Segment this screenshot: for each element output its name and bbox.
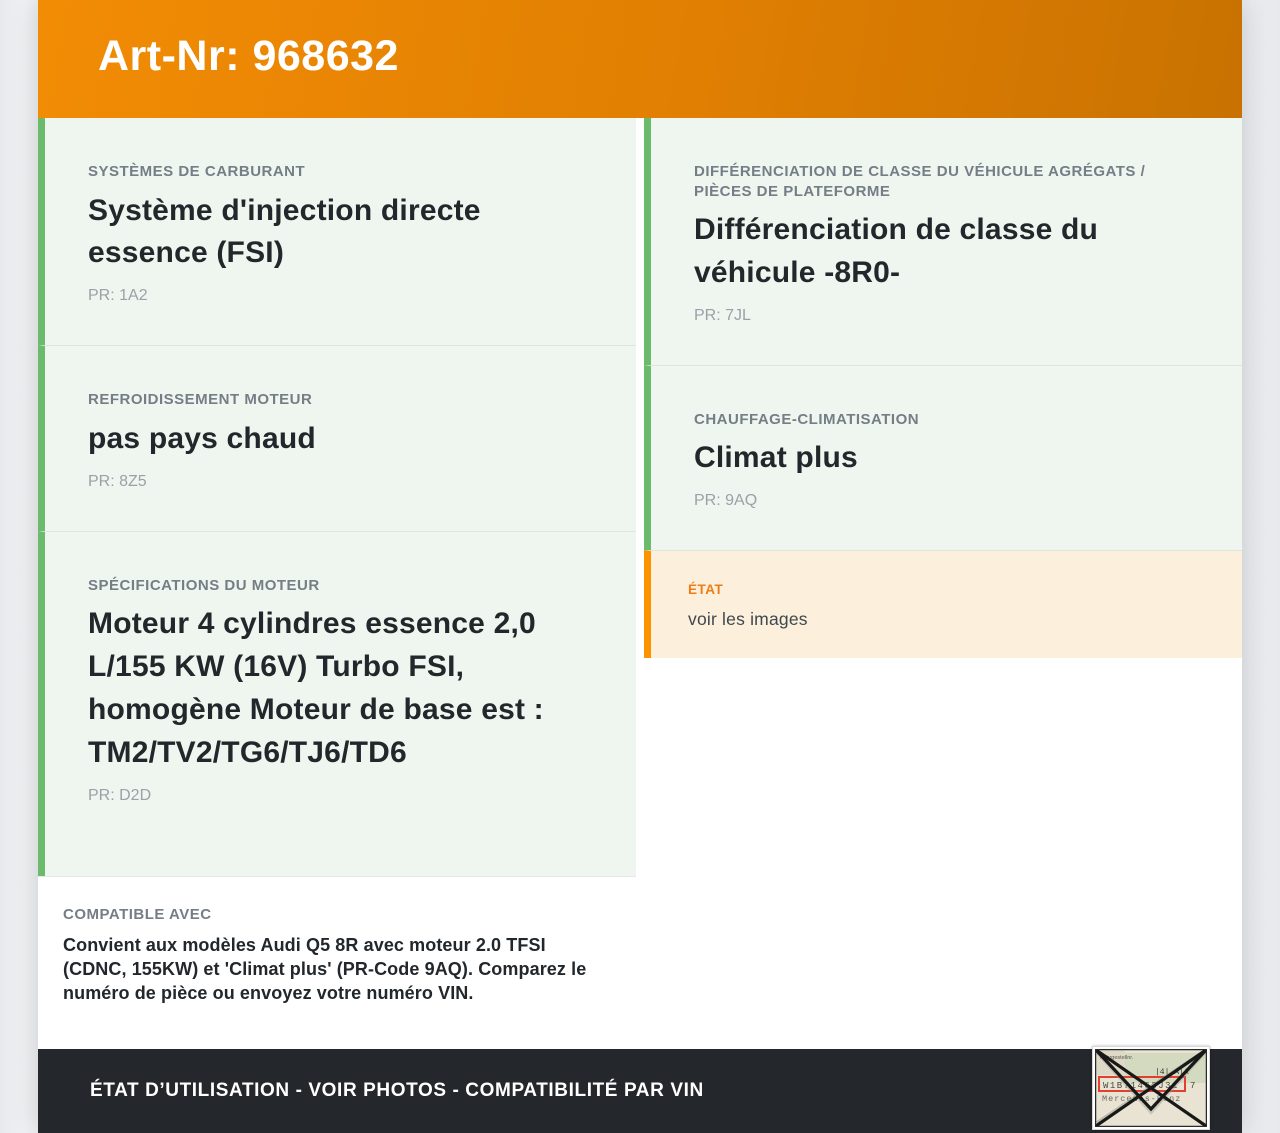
svg-text:Fahrgestellnr.: Fahrgestellnr.	[1100, 1055, 1134, 1061]
pr-code: PR: 1A2	[88, 287, 148, 305]
card-engine-specs	[38, 531, 636, 876]
pr-code: PR: D2D	[88, 786, 152, 804]
card-label: ÉTAT	[688, 582, 724, 598]
article-number-title: Art-Nr: 968632	[98, 31, 399, 80]
card-compatibility	[38, 876, 636, 1049]
right-column	[644, 118, 1242, 1049]
card-engine-cooling	[38, 345, 636, 530]
card-label: COMPATIBLE AVEC	[63, 905, 212, 923]
page-header	[38, 0, 1242, 118]
svg-text:|4| A|A: |4| A|A	[1155, 1068, 1189, 1077]
footer-bar	[38, 1049, 1242, 1133]
card-title: Système d'injection directe essence (FSI)	[88, 193, 481, 270]
card-title: Différenciation de classe du véhicule -8R0-	[694, 213, 1099, 289]
left-column	[38, 118, 636, 1049]
card-label: CHAUFFAGE-CLIMATISATION	[694, 410, 920, 428]
listing-page	[38, 0, 1242, 1132]
attribute-grid	[38, 118, 1242, 1049]
card-label: DIFFÉRENCIATION DE CLASSE DU VÉHICULE AGRÉGATS / PIÈCES DE PLATEFORME	[694, 163, 1146, 200]
card-fuel-system	[38, 118, 636, 345]
card-condition	[644, 550, 1242, 658]
footer-text: ÉTAT D’UTILISATION - VOIR PHOTOS - COMPATIBILITÉ PAR VIN	[90, 1079, 704, 1101]
card-label: SYSTÈMES DE CARBURANT	[88, 163, 306, 180]
compatibility-text: Convient aux modèles Audi Q5 8R avec moteur 2.0 TFSI (CDNC, 155KW) et 'Climat plus' (PR-Code 9AQ). Comparez le numéro de pièce ou envoyez votre numéro VIN.	[63, 935, 587, 1004]
card-vehicle-class	[644, 118, 1242, 365]
registration-doc-envelope-icon	[1095, 1049, 1207, 1127]
pr-code: PR: 8Z5	[88, 472, 147, 490]
svg-text:Mercedes-Benz: Mercedes-Benz	[1102, 1094, 1182, 1104]
card-title: Moteur 4 cylindres essence 2,0 L/155 KW (16V) Turbo FSI, homogène Moteur de base est : TM2/TV2/TG6/TJ6/TD6	[88, 607, 544, 769]
svg-text:W1B71463J31: W1B71463J31	[1103, 1081, 1179, 1091]
pr-code: PR: 7JL	[694, 306, 751, 324]
condition-note: voir les images	[688, 608, 808, 629]
card-label: SPÉCIFICATIONS DU MOTEUR	[88, 576, 320, 594]
card-climate	[644, 365, 1242, 550]
card-title: Climat plus	[694, 441, 858, 475]
card-title: pas pays chaud	[88, 421, 316, 455]
vin-document-envelope-image	[1092, 1046, 1210, 1130]
svg-text:7: 7	[1190, 1081, 1196, 1091]
pr-code: PR: 9AQ	[694, 492, 758, 510]
card-label: REFROIDISSEMENT MOTEUR	[88, 391, 313, 409]
